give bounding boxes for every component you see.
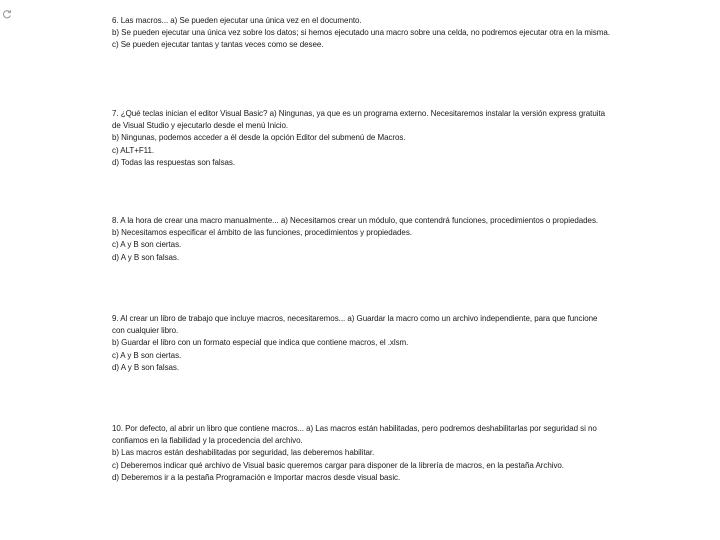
question-7-option-b: b) Ningunas, podemos acceder a él desde la opción Editor del submenú de Macros. — [112, 133, 406, 143]
question-9-option-d: d) A y B son falsas. — [112, 362, 180, 372]
question-8 — [112, 215, 612, 264]
question-9-option-b: b) Guardar el libro con un formato especial que indica que contiene macros, el .xlsm. — [112, 338, 409, 348]
question-7 — [112, 108, 612, 169]
question-10 — [112, 423, 612, 484]
question-6-prompt: 6. Las macros... a) Se pueden ejecutar una única vez en el documento. — [112, 16, 362, 25]
question-9 — [112, 313, 612, 374]
question-10-prompt: 10. Por defecto, al abrir un libro que contiene macros... a) Las macros están habilitadas, pero podremos deshabilitarlas por seguridad si no confiamos en la fiabilidad y la procedencia del archivo. — [112, 424, 597, 446]
question-7-option-c: c) ALT+F11. — [112, 145, 155, 155]
question-10-option-b: b) Las macros están deshabilitadas por seguridad, las deberemos habilitar. — [112, 448, 375, 458]
question-7-option-d: d) Todas las respuestas son falsas. — [112, 157, 236, 167]
question-8-option-c: c) A y B son ciertas. — [112, 240, 182, 250]
question-9-prompt: 9. Al crear un libro de trabajo que incluye macros, necesitaremos... a) Guardar la macro como un archivo independiente, para que funcione con cualquier libro. — [112, 314, 598, 336]
question-7-prompt: 7. ¿Qué teclas inician el editor Visual Basic? a) Ningunas, ya que es un programa externo. Necesitaremos instalar la versión express gratuita de Visual Studio y ejecutarlo desde el menú Inicio. — [112, 109, 606, 131]
question-6-option-c: c) Se pueden ejecutar tantas y tantas veces como se desee. — [112, 40, 324, 50]
question-8-prompt: 8. A la hora de crear una macro manualmente... a) Necesitamos crear un módulo, que contendrá funciones, procedimientos o propiedades. — [112, 216, 599, 225]
question-6 — [112, 15, 612, 52]
question-10-option-d: d) Deberemos ir a la pestaña Programación e Importar macros desde visual basic. — [112, 472, 401, 482]
question-8-option-d: d) A y B son falsas. — [112, 252, 180, 262]
question-8-option-b: b) Necesitamos especificar el ámbito de las funciones, procedimientos y propiedades. — [112, 228, 412, 238]
question-10-option-c: c) Deberemos indicar qué archivo de Visual basic queremos cargar para disponer de la librería de macros, en la pestaña Archivo. — [112, 460, 564, 470]
refresh-icon — [2, 6, 12, 16]
question-9-option-c: c) A y B son ciertas. — [112, 350, 182, 360]
question-6-option-b: b) Se pueden ejecutar una única vez sobre los datos; si hemos ejecutado una macro sobre una celda, no podremos ejecutar otra en la misma. — [112, 28, 610, 38]
